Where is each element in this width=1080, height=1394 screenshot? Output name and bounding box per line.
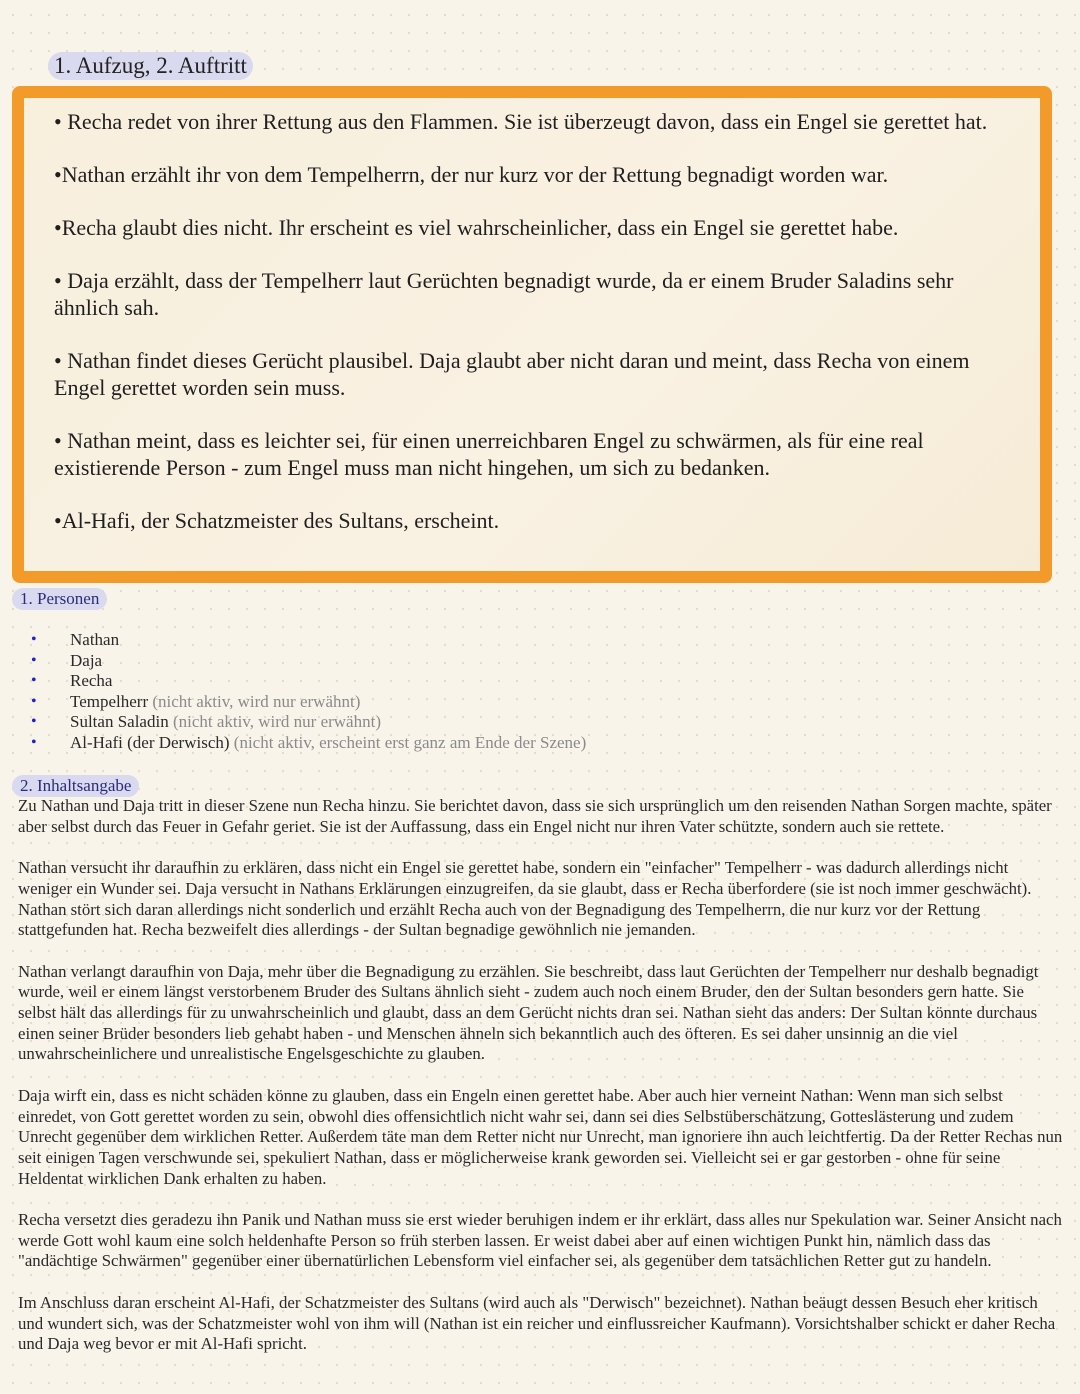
person-name: Recha	[70, 671, 113, 691]
persons-heading: 1. Personen	[12, 588, 107, 610]
bullet-icon: •	[31, 713, 37, 731]
content-heading: 2. Inhaltsangabe	[12, 775, 139, 797]
person-item	[0, 733, 586, 754]
content-paragraph: Im Anschluss daran erscheint Al-Hafi, der Schatzmeister des Sultans (wird auch als "Derwisch" bezeichnet). Nathan beäugt dessen Besuch eher kritisch und wundert sich, was der Schatzmeister wohl von ihm will (Nathan ist ein reicher und einflussreicher Kaufmann). Vorsichtshalber schickt er daher Recha und Daja weg bevor er mit Al-Hafi spricht.	[18, 1292, 1056, 1354]
bullet-icon: •	[31, 692, 37, 710]
bullet-icon: •	[31, 651, 37, 669]
person-name: Sultan Saladin	[70, 712, 169, 732]
summary-point: • Daja erzählt, dass der Tempelherr laut Gerüchten begnadigt wurde, da er einem Bruder Saladins sehr ähnlich sah.	[54, 268, 954, 320]
person-name: Daja	[70, 650, 103, 670]
person-item	[0, 692, 586, 713]
content-paragraph: Daja wirft ein, dass es nicht schäden könne zu glauben, dass ein Engeln einen gerettet habe. Aber auch hier verneint Nathan: Wenn man sich selbst einredet, von Gott gerettet worden zu sein, obwohl dies offensichtlich nicht wahr sei, dann sei dies Selbstüberschätzung, Gotteslästerung und zudem Unrecht gegenüber dem wirklichen Retter. Außerdem täte man dem Retter nicht nur Unrecht, man ignoriere ihn auch leichtfertig. Da der Retter Rechas nun seit einigen Tagen verschwunde sei, spekuliert Nathan, dass er möglicherweise krank geworden sei. Vielleicht sei er gar gestorben - ohne für seine Heldentat wirklichen Dank erhalten zu haben.	[18, 1085, 1063, 1188]
person-item	[0, 712, 586, 733]
content-paragraph: Nathan versucht ihr daraufhin zu erklären, dass nicht ein Engel sie gerettet habe, sondern ein "einfacher" Tempelherr - was dadurch allerdings nicht weniger ein Wunder sei. Daja versucht in Nathans Erklärungen einzugreifen, da sie glaubt, dass er Recha überfordere (sie ist noch immer geschwächt). Nathan stört sich daran allerdings nicht sonderlich und erzählt Recha auch von der Begnadigung des Tempelherrn, die nur kurz vor der Rettung stattgefunden hat. Recha bezweifelt dies allerdings - der Sultan begnadige gewöhnlich nie jemanden.	[18, 858, 1032, 940]
summary-point: • Recha redet von ihrer Rettung aus den Flammen. Sie ist überzeugt davon, dass ein Engel sie gerettet hat.	[54, 109, 988, 134]
summary-point: • Nathan meint, dass es leichter sei, für einen unerreichbaren Engel zu schwärmen, als für eine real existierende Person - zum Engel muss man nicht hingehen, um sich zu bedanken.	[54, 428, 924, 480]
summary-point: •Recha glaubt dies nicht. Ihr erscheint es viel wahrscheinlicher, dass ein Engel sie gerettet habe.	[54, 215, 899, 240]
content-paragraph: Zu Nathan und Daja tritt in dieser Szene nun Recha hinzu. Sie berichtet davon, dass sie sich ursprünglich um den reisenden Nathan Sorgen machte, später aber selbst durch das Feuer in Gefahr geriet. Sie ist der Auffassung, dass ein Engel nicht nur ihren Vater schützte, sondern auch sie rettete.	[18, 796, 1052, 836]
summary-point: • Nathan findet dieses Gerücht plausibel. Daja glaubt aber nicht daran und meint, dass Recha von einem Engel gerettet worden sein muss.	[54, 348, 970, 400]
person-note: (nicht aktiv, erscheint erst ganz am Ende der Szene)	[233, 732, 587, 752]
summary-point: •Al-Hafi, der Schatzmeister des Sultans, erscheint.	[54, 508, 500, 533]
content-paragraph: Nathan verlangt daraufhin von Daja, mehr über die Begnadigung zu erzählen. Sie beschreibt, dass laut Gerüchten der Tempelherr nur deshalb begnadigt wurde, weil er einem längst verstorbenem Bruder des Sultans ähnlich sieht - zudem auch noch einem Bruder, den der Sultan besonders gern hatte. Sie selbst hält das allerdings für zu unwahrscheinlich und glaubt, dass an dem Gerücht nichts dran sei. Nathan sieht das anders: Der Sultan könnte durchaus einen seiner Brüder besonders lieb gehabt haben - und Menschen ähneln sich bekanntlich auch des öfteren. Es sei daher unsinnig an die viel unwahrscheinlichere und unrealistische Engelsgeschichte zu glauben.	[18, 961, 1039, 1064]
summary-box	[12, 86, 1052, 583]
bullet-icon: •	[31, 733, 37, 751]
person-item	[0, 630, 586, 651]
act-scene-heading: 1. Aufzug, 2. Auftritt	[48, 52, 253, 80]
person-note: (nicht aktiv, wird nur erwähnt)	[172, 712, 381, 732]
person-item	[0, 671, 586, 692]
person-note: (nicht aktiv, wird nur erwähnt)	[152, 691, 361, 711]
bullet-icon: •	[31, 672, 37, 690]
content-body	[18, 796, 1063, 1376]
summary-list	[54, 108, 1012, 534]
summary-point: •Nathan erzählt ihr von dem Tempelherrn, der nur kurz vor der Rettung begnadigt worden war.	[54, 162, 889, 187]
person-name: Tempelherr	[70, 691, 149, 711]
person-item	[0, 651, 586, 672]
person-name: Al-Hafi (der Derwisch)	[70, 732, 230, 752]
persons-list	[0, 630, 586, 754]
bullet-icon: •	[31, 631, 37, 648]
person-name: Nathan	[70, 630, 120, 649]
content-paragraph: Recha versetzt dies geradezu ihn Panik und Nathan muss sie erst wieder beruhigen indem er ihr erklärt, dass alles nur Spekulation war. Seiner Ansicht nach werde Gott wohl kaum eine solch heldenhafte Person so früh sterben lassen. Er weist dabei aber auf einen wichtigen Punkt hin, nämlich dass das "andächtige Schwärmen" gegenüber einer übernatürlichen Lebensform viel einfacher sei, als gegenüber dem tatsächlichen Retter gut zu handeln.	[18, 1210, 1062, 1271]
